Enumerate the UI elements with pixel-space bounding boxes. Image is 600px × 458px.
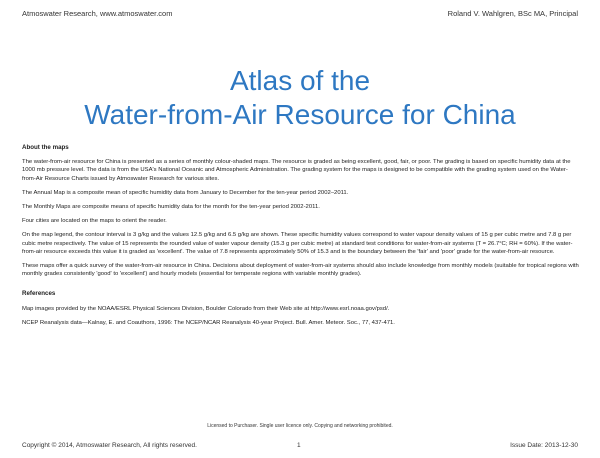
about-heading: About the maps bbox=[22, 144, 69, 151]
title-line-2: Water-from-Air Resource for China bbox=[84, 99, 516, 130]
licence-notice: Licensed to Purchaser. Single user licence only. Copying and networking prohibited. bbox=[207, 423, 393, 429]
about-paragraph: The Annual Map is a composite mean of specific humidity data from January to December for the ten-year period 2002–2011. bbox=[22, 189, 349, 196]
about-paragraph: Four cities are located on the maps to orient the reader. bbox=[22, 218, 167, 225]
reference-item: Map images provided by the NOAA/ESRL Physical Sciences Division, Boulder Colorado from their Web site at http://www.esrl.noaa.gov/psd/. bbox=[22, 305, 390, 312]
footer-page-number: 1 bbox=[297, 442, 301, 449]
title-line-1: Atlas of the bbox=[229, 65, 371, 96]
footer-copyright: Copyright © 2014, Atmoswater Research, All rights reserved. bbox=[22, 442, 197, 449]
about-paragraph: The water-from-air resource for China is presented as a series of monthly colour-shaded maps. The resource is graded as being excellent, good, fair, or poor. The grading is based on specific humidity data at the 1000 mb pressure level. The data is from the USA's National Oceanic and Atmospheric Administration. The grading system for the maps is designed to be compatible with the grading system used on the Water-from-Air Resource Charts issued by Atmoswater Research for various sites. bbox=[22, 159, 571, 182]
footer-issue-date: Issue Date: 2013-12-30 bbox=[510, 442, 578, 449]
document-title bbox=[0, 64, 600, 132]
about-paragraph: These maps offer a quick survey of the water-from-air resource in China. Decisions about deployment of water-from-air systems should also include knowledge from monthly models (suitable for tropical regions with monthly grades consistently 'good' to 'excellent') and hourly models (essential for temperate regions with variable monthly grades). bbox=[22, 263, 579, 278]
header-right: Roland V. Wahlgren, BSc MA, Principal bbox=[447, 9, 578, 18]
header-left: Atmoswater Research, www.atmoswater.com bbox=[22, 9, 173, 18]
about-paragraph: The Monthly Maps are composite means of specific humidity data for the month for the ten-year period 2002-2011. bbox=[22, 204, 320, 211]
about-paragraph: On the map legend, the contour interval is 3 g/kg and the values 12.5 g/kg and 6.5 g/kg are shown. These specific humidity values correspond to water vapour density values of 15 g per cubic metre and 7.8 g per cubic metre respectively. The value of 15 represents the rounded value of water vapour density (15.3 g per cubic metre) at standard test conditions for water-from-air systems (T = 26.7°C; RH = 60%). If the water-from-air resource exceeds this value it is graded as 'excellent'. The value of 7.8 represents approximately 50% of 15.3 and is the boundary between the 'fair' and 'poor' grade for the water-from-air resource. bbox=[22, 232, 573, 255]
references-heading: References bbox=[22, 290, 56, 298]
document-body bbox=[22, 144, 580, 333]
reference-item: NCEP Reanalysis data—Kalnay, E. and Coauthors, 1996: The NCEP/NCAR Reanalysis 40-year Project. Bull. Amer. Meteor. Soc., 77, 437-471. bbox=[22, 319, 395, 326]
